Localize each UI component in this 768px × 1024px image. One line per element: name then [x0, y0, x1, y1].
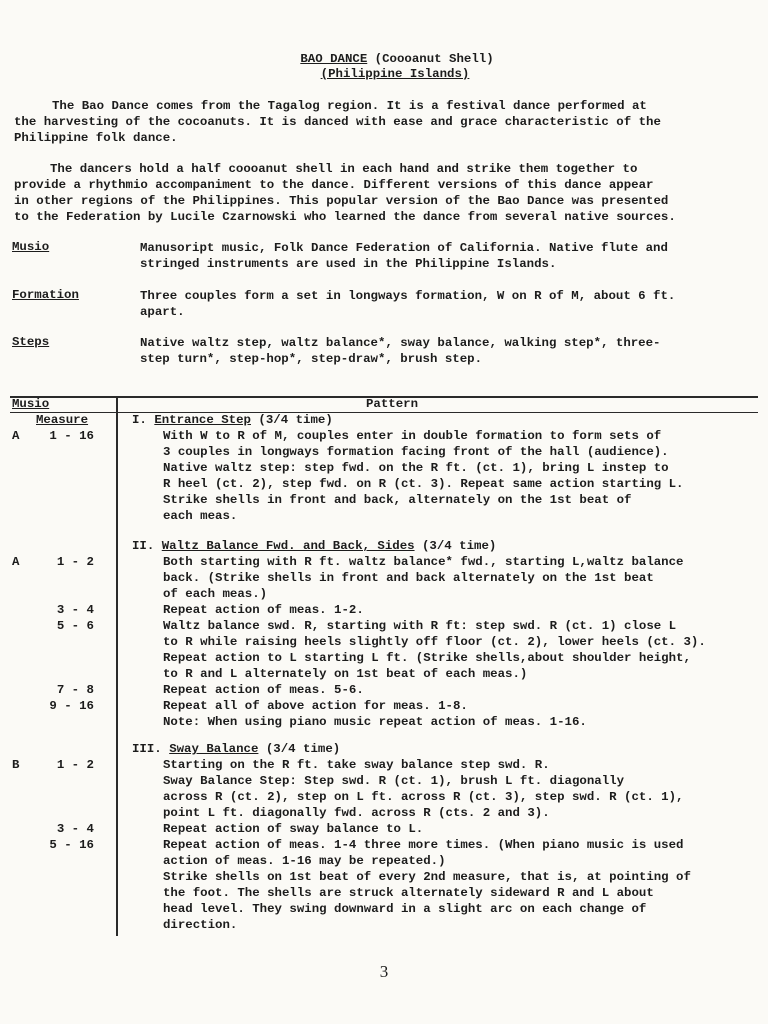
formation-description: Three couples form a set in longways formation, W on R of M, about 6 ft. apart.	[140, 289, 676, 319]
music-label: Musio	[12, 240, 50, 254]
steps-label: Steps	[12, 335, 50, 349]
table-column-rule	[116, 396, 118, 936]
page-number: 3	[379, 962, 389, 981]
intro-paragraph-2: The dancers hold a half coooanut shell in each hand and strike them together to provide a rhythmio accompaniment to the dance. Different versions of this dance appear in other regions of the Philippines. This popular version of the Bao Dance was presented to the Federation by Lucile Czarnowski who learned the dance from several native sources.	[14, 162, 676, 224]
music-description: Manusoript music, Folk Dance Federation of California. Native flute and stringed instruments are used in the Philippine Islands.	[140, 241, 668, 271]
section-heading: III. Sway Balance (3/4 time)	[132, 742, 341, 756]
table-header-rule	[10, 412, 758, 413]
section-heading: I. Entrance Step (3/4 time)	[132, 413, 333, 427]
dance-title	[0, 52, 768, 67]
pattern-column-header: Pattern	[366, 397, 419, 411]
section-heading: II. Waltz Balance Fwd. and Back, Sides (3/4 time)	[132, 539, 497, 553]
music-column-header: Musio	[12, 397, 50, 411]
dance-origin: (Philippine Islands)	[320, 67, 470, 81]
dance-name: BAO DANCE	[300, 52, 368, 66]
document-page: BAO DANCE (Coooanut Shell) (Philippine Islands) The Bao Dance comes from the Tagalog region. It is a festival dance performed at the harvesting of the cocoanuts. It is danced with ease and grace characteristic of the Philippine folk dance. The dancers hold a half coooanut shell in each hand and strike them together to provide a rhythmio accompaniment to the dance. Different versions of this dance appear in other regions of the Philippines. This popular version of the Bao Dance was presented to the Federation by Lucile Czarnowski who learned the dance from several native sources. Musio Manusoript music, Folk Dance Federation of California. Native flute and stringed instruments are used in the Philippine Islands. Formation Three couples form a set in longways formation, W on R of M, about 6 ft. apart. Steps Native waltz step, waltz balance*, sway balance, walking step*, three- step turn*, step-hop*, step-draw*, brush step. Musio Measure Pattern I. Entrance Step (3/4 time) A 1 - 16 With W to R of M, couples enter in double formation to form sets of 3 couples in longways formation facing front of the hall (audience). Native waltz step: step fwd. on the R ft. (ct. 1), bring L instep to R heel (ct. 2), step fwd. on R (ct. 3). Repeat same action starting L. Strike shells in front and back, alternately on the 1st beat of each meas. II. Waltz Balance Fwd. and Back, Sides (3/4 time) A 1 - 2 Both starting with R ft. waltz balance* fwd., starting L,waltz balance back. (Strike shells in front and back alternately on the 1st beat of each meas.) 3 - 4 Repeat action of meas. 1-2. 5 - 6 Waltz balance swd. R, starting with R ft: step swd. R (ct. 1) close L to R while raising heels slightly off floor (ct. 2), lower heels (ct. 3). Repeat action to L starting L ft. (Strike shells,about shoulder height, to R and L alternately on 1st beat of each meas.) 7 - 8 Repeat action of meas. 5-6. 9 - 16 Repeat all of above action for meas. 1-8. Note: When using piano music repeat action of meas. 1-16. III. Sway Balance (3/4 time) B 1 - 2 Starting on the R ft. take sway balance step swd. R. Sway Balance Step: Step swd. R (ct. 1), brush L ft. diagonally across R (ct. 2), step on L ft. across R (ct. 3), step swd. R (ct. 1), point L ft. diagonally fwd. across R (cts. 2 and 3). 3 - 4 Repeat action of sway balance to L. 5 - 16 Repeat action of meas. 1-4 three more times. (When piano music is used action of meas. 1-16 may be repeated.) Strike shells on 1st beat of every 2nd measure, that is, at pointing of the foot. The shells are struck alternately sideward R and L about head level. They swing downward in a slight arc on each change of direction. 3	[0, 0, 768, 1024]
dance-subtitle-shell: (Coooanut Shell)	[367, 52, 494, 66]
steps-description: Native waltz step, waltz balance*, sway balance, walking step*, three- step turn*, step-hop*, step-draw*, brush step.	[140, 336, 661, 366]
formation-label: Formation	[12, 288, 79, 302]
measure-column-header: Measure	[36, 413, 89, 427]
intro-paragraph-1: The Bao Dance comes from the Tagalog region. It is a festival dance performed at the harvesting of the cocoanuts. It is danced with ease and grace characteristic of the Philippine folk dance.	[14, 99, 661, 145]
